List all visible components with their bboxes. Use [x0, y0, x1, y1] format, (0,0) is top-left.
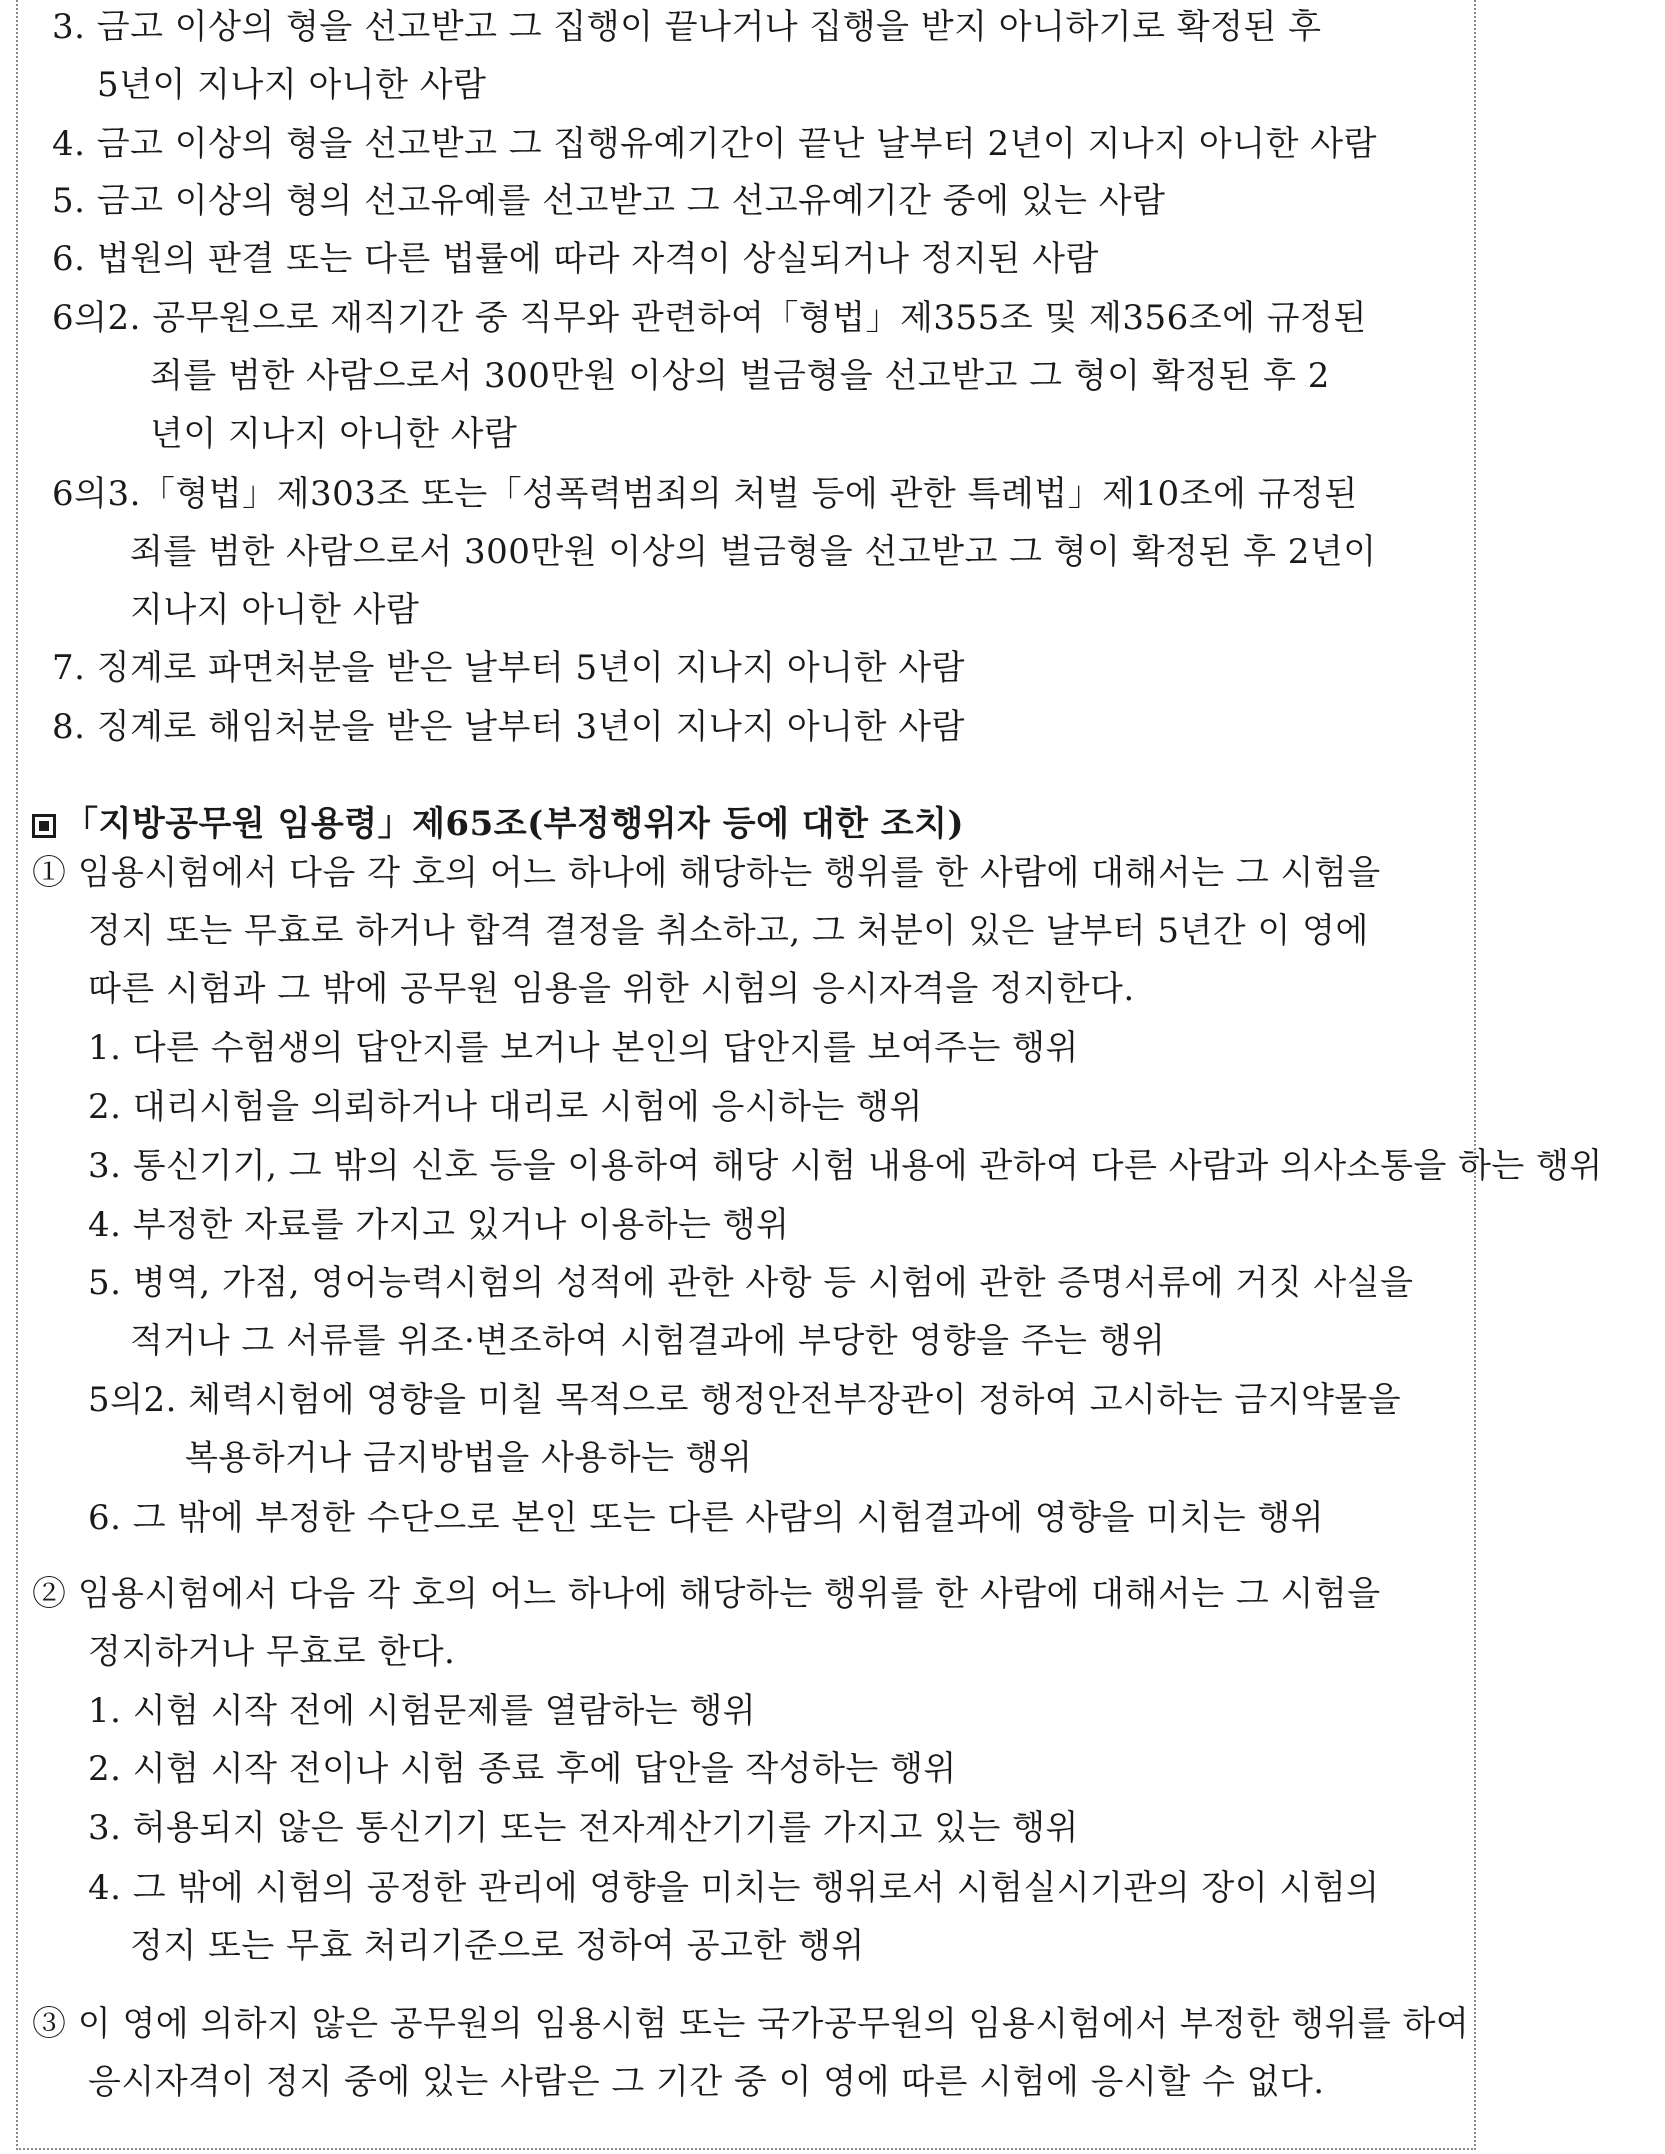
paragraph-line: ③ 이 영에 의하지 않은 공무원의 임용시험 또는 국가공무원의 임용시험에서 부정한 행위를 하여 — [32, 2004, 1470, 2044]
paragraph-line: 1. 시험 시작 전에 시험문제를 열람하는 행위 — [88, 1691, 757, 1731]
list-item-line: 죄를 범한 사람으로서 300만원 이상의 벌금형을 선고받고 그 형이 확정된 후 2년이 — [130, 532, 1377, 572]
paragraph-line: 2. 시험 시작 전이나 시험 종료 후에 답안을 작성하는 행위 — [88, 1749, 957, 1789]
paragraph-line: 1. 다른 수험생의 답안지를 보거나 본인의 답안지를 보여주는 행위 — [88, 1028, 1079, 1068]
paragraph-line: 5. 병역, 가점, 영어능력시험의 성적에 관한 사항 등 시험에 관한 증명서류에 거짓 사실을 — [88, 1263, 1414, 1303]
paragraph-line: 정지하거나 무효로 한다. — [88, 1632, 456, 1672]
square-bullet-icon — [32, 814, 56, 838]
list-item-line: 3. 금고 이상의 형을 선고받고 그 집행이 끝나거나 집행을 받지 아니하기로 확정된 후 — [52, 7, 1322, 47]
paragraph-line: 3. 허용되지 않은 통신기기 또는 전자계산기기를 가지고 있는 행위 — [88, 1808, 1079, 1848]
paragraph-line: 4. 그 밖에 시험의 공정한 관리에 영향을 미치는 행위로서 시험실시기관의 장이 시험의 — [88, 1868, 1380, 1908]
list-item-line: 6. 법원의 판결 또는 다른 법률에 따라 자격이 상실되거나 정지된 사람 — [52, 239, 1099, 279]
list-item-line: 지나지 아니한 사람 — [130, 590, 420, 630]
list-item-line: 죄를 범한 사람으로서 300만원 이상의 벌금형을 선고받고 그 형이 확정된 후 2 — [150, 356, 1330, 396]
paragraph-line: 응시자격이 정지 중에 있는 사람은 그 기간 중 이 영에 따른 시험에 응시할 수 없다. — [88, 2062, 1325, 2102]
list-item-line: 8. 징계로 해임처분을 받은 날부터 3년이 지나지 아니한 사람 — [52, 707, 965, 747]
paragraph-line: 6. 그 밖에 부정한 수단으로 본인 또는 다른 사람의 시험결과에 영향을 미치는 행위 — [88, 1498, 1325, 1538]
paragraph-line: 적거나 그 서류를 위조·변조하여 시험결과에 부당한 영향을 주는 행위 — [130, 1321, 1166, 1361]
paragraph-line: 4. 부정한 자료를 가지고 있거나 이용하는 행위 — [88, 1205, 790, 1245]
paragraph-line: 2. 대리시험을 의뢰하거나 대리로 시험에 응시하는 행위 — [88, 1087, 923, 1127]
list-item-line: 5. 금고 이상의 형의 선고유예를 선고받고 그 선고유예기간 중에 있는 사람 — [52, 181, 1166, 221]
paragraph-line: 3. 통신기기, 그 밖의 신호 등을 이용하여 해당 시험 내용에 관하여 다른 사람과 의사소통을 하는 행위 — [88, 1146, 1603, 1186]
paragraph-line: 5의2. 체력시험에 영향을 미칠 목적으로 행정안전부장관이 정하여 고시하는 금지약물을 — [88, 1380, 1402, 1420]
list-item-line: 6의3.「형법」제303조 또는「성폭력범죄의 처벌 등에 관한 특례법」제10조에 규정된 — [52, 474, 1358, 514]
list-item-line: 6의2. 공무원으로 재직기간 중 직무와 관련하여「형법」제355조 및 제356조에 규정된 — [52, 298, 1367, 338]
section-heading-text: 「지방공무원 임용령」제65조(부정행위자 등에 대한 조치) — [64, 804, 965, 844]
paragraph-line: 정지 또는 무효 처리기준으로 정하여 공고한 행위 — [130, 1926, 865, 1966]
paragraph-line: 복용하거나 금지방법을 사용하는 행위 — [185, 1438, 753, 1478]
paragraph-line: 정지 또는 무효로 하거나 합격 결정을 취소하고, 그 처분이 있은 날부터 5년간 이 영에 — [88, 911, 1369, 951]
list-item-line: 4. 금고 이상의 형을 선고받고 그 집행유예기간이 끝난 날부터 2년이 지나지 아니한 사람 — [52, 124, 1377, 164]
paragraph-line: 따른 시험과 그 밖에 공무원 임용을 위한 시험의 응시자격을 정지한다. — [88, 969, 1135, 1009]
list-item-line: 년이 지나지 아니한 사람 — [150, 414, 518, 454]
paragraph-line: ① 임용시험에서 다음 각 호의 어느 하나에 해당하는 행위를 한 사람에 대해서는 그 시험을 — [32, 853, 1381, 893]
list-item-line: 7. 징계로 파면처분을 받은 날부터 5년이 지나지 아니한 사람 — [52, 648, 965, 688]
section-heading — [32, 801, 964, 847]
paragraph-line: ② 임용시험에서 다음 각 호의 어느 하나에 해당하는 행위를 한 사람에 대해서는 그 시험을 — [32, 1574, 1381, 1614]
list-item-line: 5년이 지나지 아니한 사람 — [97, 65, 487, 105]
